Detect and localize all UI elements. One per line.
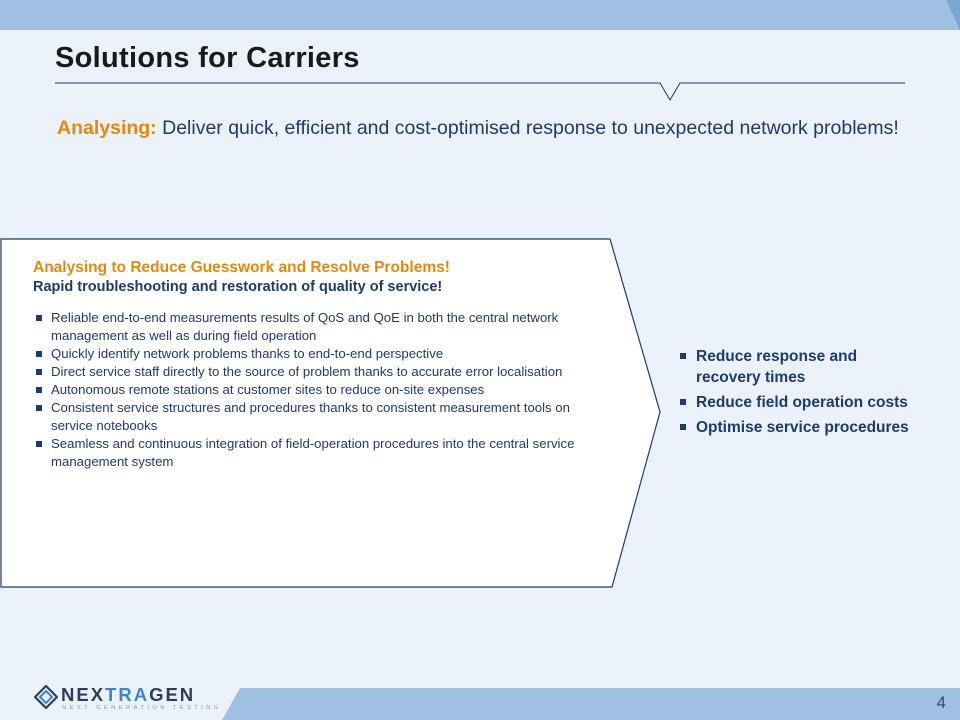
- benefit-item: [679, 417, 919, 438]
- benefit-text: Optimise service procedures: [696, 419, 909, 436]
- feature-text: Quickly identify network problems thanks to end-to-end perspective: [51, 346, 444, 361]
- feature-item: [33, 363, 613, 381]
- square-bullet-icon: [36, 351, 42, 357]
- square-bullet-icon: [680, 399, 686, 405]
- benefit-item: [679, 392, 919, 413]
- feature-item: [33, 309, 613, 345]
- logo-tagline: NEXT GENERATION TESTING: [62, 705, 222, 711]
- feature-text: Seamless and continuous integration of field-operation procedures into the central service management system: [51, 436, 575, 469]
- footer-banner: [222, 688, 960, 720]
- square-bullet-icon: [36, 441, 42, 447]
- feature-text: Reliable end-to-end measurements results of QoS and QoE in both the central network management as well as during field operation: [51, 310, 559, 343]
- benefit-list: [679, 346, 919, 442]
- subtitle-text: Deliver quick, efficient and cost-optimised response to unexpected network problems!: [156, 117, 899, 139]
- slide-subtitle: [57, 114, 917, 142]
- logo-wordmark: [61, 684, 195, 706]
- feature-item: [33, 345, 613, 363]
- logo-part: NEX: [61, 684, 106, 705]
- square-bullet-icon: [36, 315, 42, 321]
- page-number: 4: [936, 693, 946, 712]
- square-bullet-icon: [36, 387, 42, 393]
- title-divider: [55, 78, 905, 104]
- footer-banner-corner: [222, 688, 240, 720]
- square-bullet-icon: [36, 369, 42, 375]
- feature-item: [33, 381, 613, 399]
- square-bullet-icon: [36, 405, 42, 411]
- panel-heading: Analysing to Reduce Guesswork and Resolve Problems!: [33, 259, 450, 276]
- top-banner-corner: [946, 0, 960, 30]
- feature-list: [33, 309, 613, 471]
- company-logo: [34, 684, 224, 716]
- logo-part-accent: TRA: [105, 684, 150, 705]
- benefit-text: Reduce response and recovery times: [696, 348, 858, 386]
- benefit-item: [679, 346, 919, 388]
- diamond-logo-icon: [34, 685, 58, 709]
- logo-part: GEN: [149, 684, 196, 705]
- feature-text: Direct service staff directly to the source of problem thanks to accurate error localisation: [51, 364, 563, 379]
- benefit-text: Reduce field operation costs: [696, 394, 908, 411]
- square-bullet-icon: [680, 353, 686, 359]
- feature-text: Autonomous remote stations at customer sites to reduce on-site expenses: [51, 382, 485, 397]
- feature-text: Consistent service structures and procedures thanks to consistent measurement tools on service notebooks: [51, 400, 570, 433]
- content-panel: [33, 258, 613, 471]
- panel-subheading: Rapid troubleshooting and restoration of quality of service!: [33, 279, 443, 295]
- top-banner: [0, 0, 960, 30]
- slide-title: Solutions for Carriers: [55, 42, 360, 74]
- feature-item: [33, 399, 613, 435]
- feature-item: [33, 435, 613, 471]
- square-bullet-icon: [680, 424, 686, 430]
- subtitle-highlight: Analysing:: [57, 117, 157, 139]
